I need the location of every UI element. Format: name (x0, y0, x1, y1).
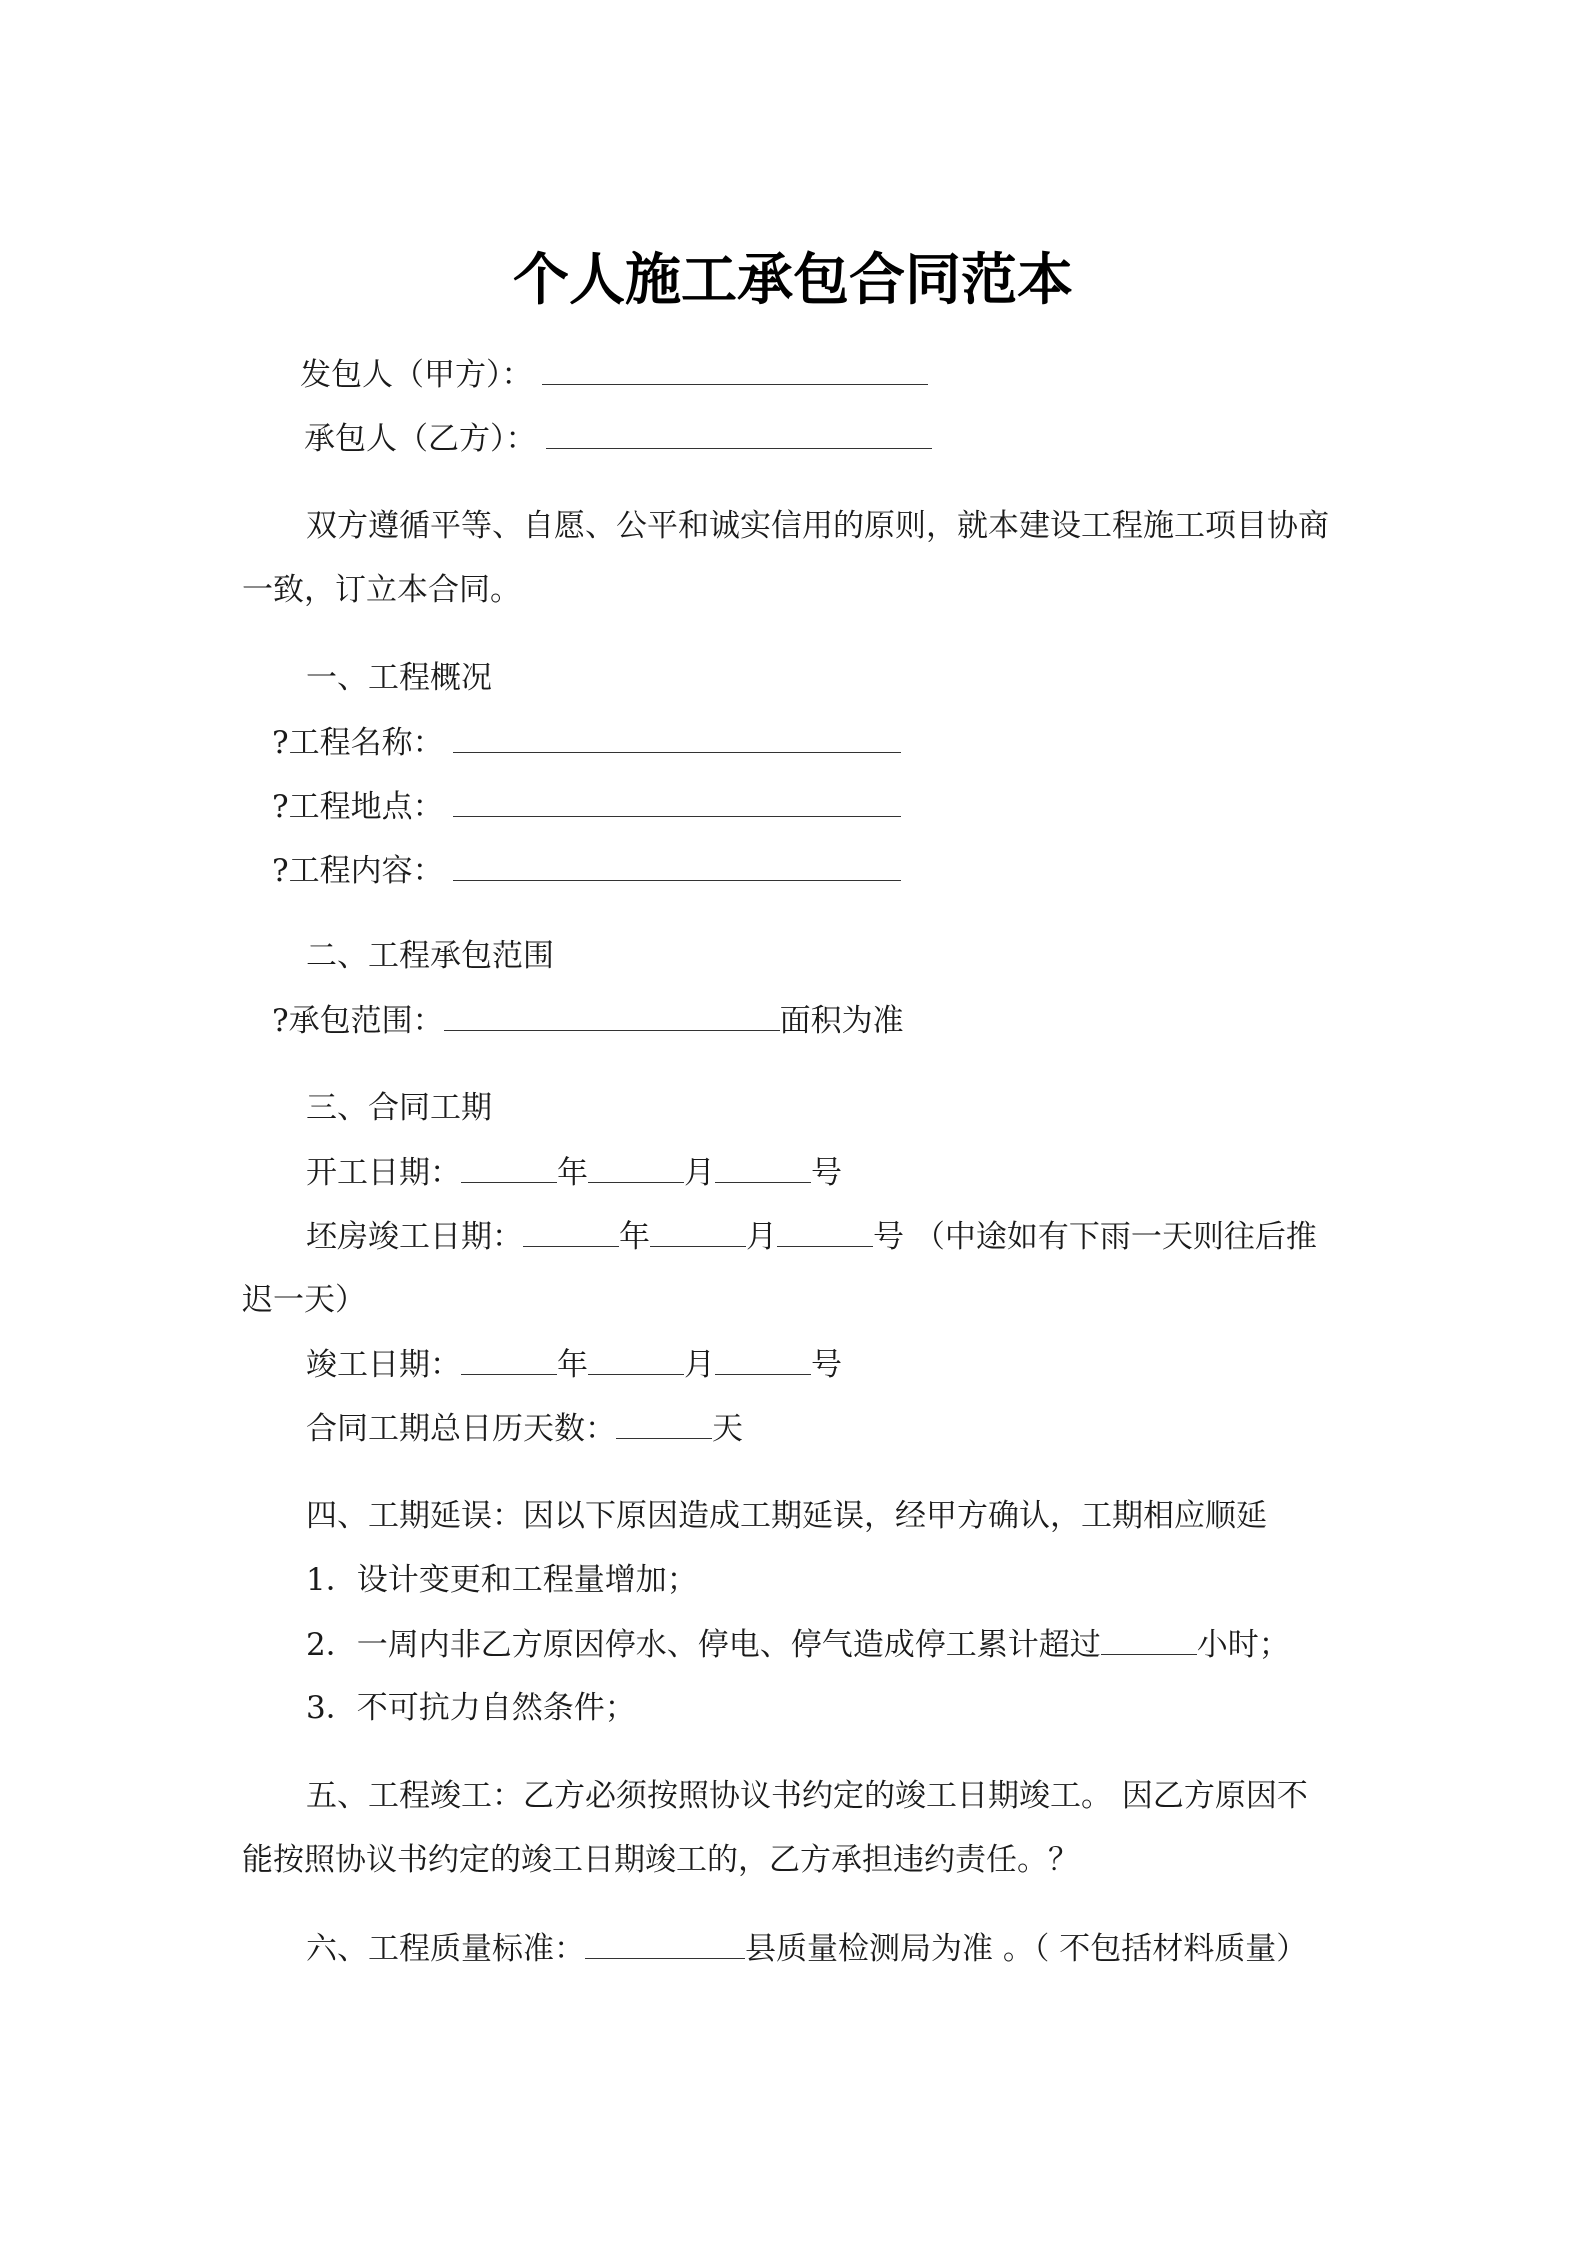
total-days-line (306, 1408, 743, 1449)
year-text: 年 (557, 1155, 588, 1191)
party-b-blank[interactable] (546, 418, 932, 449)
section-5-line-2: 能按照协议书约定的竣工日期竣工的，乙方承担违约责任。？ (242, 1842, 1079, 1878)
finish-date-label: 竣工日期： (306, 1347, 461, 1383)
scope-label: ?承包范围： (272, 1003, 444, 1039)
year-text: 年 (557, 1347, 588, 1383)
rough-note: （中途如有下雨一天则往后推 (913, 1219, 1317, 1255)
section-5-line-1: 五、工程竣工：乙方必须按照协议书约定的竣工日期竣工。 因乙方原因不 (306, 1778, 1308, 1814)
month-text: 月 (746, 1219, 777, 1255)
month-text: 月 (684, 1155, 715, 1191)
rough-finish-label: 坯房竣工日期： (306, 1219, 523, 1255)
quality-label: 六、工程质量标准： (306, 1931, 585, 1967)
delay-item-3: 3．不可抗力自然条件； (306, 1690, 636, 1726)
scope-suffix: 面积为准 (779, 1003, 904, 1039)
finish-date-line (306, 1344, 842, 1385)
rough-year-blank[interactable] (523, 1216, 619, 1247)
rough-day-blank[interactable] (777, 1216, 873, 1247)
document-title: 个人施工承包合同范本 (513, 248, 1073, 313)
start-date-line (306, 1152, 842, 1193)
rough-note-cont: 迟一天） (242, 1282, 366, 1318)
section-6-line (306, 1928, 1307, 1969)
finish-day-blank[interactable] (715, 1344, 811, 1375)
finish-year-blank[interactable] (461, 1344, 557, 1375)
finish-month-blank[interactable] (588, 1344, 684, 1375)
project-location-label: ?工程地点： (272, 789, 444, 825)
delay-item-2 (306, 1624, 1290, 1665)
delay-item-2-suffix: 小时； (1196, 1627, 1290, 1663)
year-text: 年 (619, 1219, 650, 1255)
project-name-line (272, 722, 901, 763)
total-days-label: 合同工期总日历天数： (306, 1411, 616, 1447)
party-a-blank[interactable] (542, 354, 928, 385)
scope-line (272, 1000, 904, 1041)
party-a-line (300, 354, 928, 395)
project-name-blank[interactable] (453, 722, 901, 753)
start-date-label: 开工日期： (306, 1155, 461, 1191)
day-text: 号 (873, 1219, 904, 1255)
section-3-heading: 三、合同工期 (306, 1090, 492, 1126)
days-unit: 天 (712, 1411, 743, 1447)
delay-hours-blank[interactable] (1101, 1624, 1197, 1655)
project-content-label: ?工程内容： (272, 853, 444, 889)
total-days-blank[interactable] (616, 1408, 712, 1439)
quality-suffix: 县质量检测局为准 。（ 不包括材料质量） (745, 1931, 1308, 1967)
delay-item-1: 1．设计变更和工程量增加； (306, 1562, 698, 1598)
project-location-blank[interactable] (453, 786, 901, 817)
start-year-blank[interactable] (461, 1152, 557, 1183)
quality-blank[interactable] (585, 1928, 745, 1959)
section-2-heading: 二、工程承包范围 (306, 938, 554, 974)
month-text: 月 (684, 1347, 715, 1383)
preamble-line-1: 双方遵循平等、自愿、公平和诚实信用的原则，就本建设工程施工项目协商 (306, 508, 1329, 544)
preamble-line-2: 一致，订立本合同。 (242, 572, 521, 608)
day-text: 号 (811, 1347, 842, 1383)
party-a-label: 发包人（甲方）： (300, 357, 533, 393)
start-month-blank[interactable] (588, 1152, 684, 1183)
party-b-label: 承包人（乙方）： (304, 421, 537, 457)
rough-month-blank[interactable] (650, 1216, 746, 1247)
rough-finish-line (306, 1216, 1317, 1257)
project-content-blank[interactable] (453, 850, 901, 881)
party-b-line (304, 418, 932, 459)
day-text: 号 (811, 1155, 842, 1191)
delay-item-2-prefix: 2．一周内非乙方原因停水、停电、停气造成停工累计超过 (306, 1627, 1101, 1663)
section-1-heading: 一、工程概况 (306, 660, 492, 696)
scope-blank[interactable] (444, 1000, 780, 1031)
project-location-line (272, 786, 901, 827)
project-content-line (272, 850, 901, 891)
section-4-heading: 四、工期延误：因以下原因造成工期延误，经甲方确认，工期相应顺延 (306, 1498, 1267, 1534)
start-day-blank[interactable] (715, 1152, 811, 1183)
project-name-label: ?工程名称： (272, 725, 444, 761)
